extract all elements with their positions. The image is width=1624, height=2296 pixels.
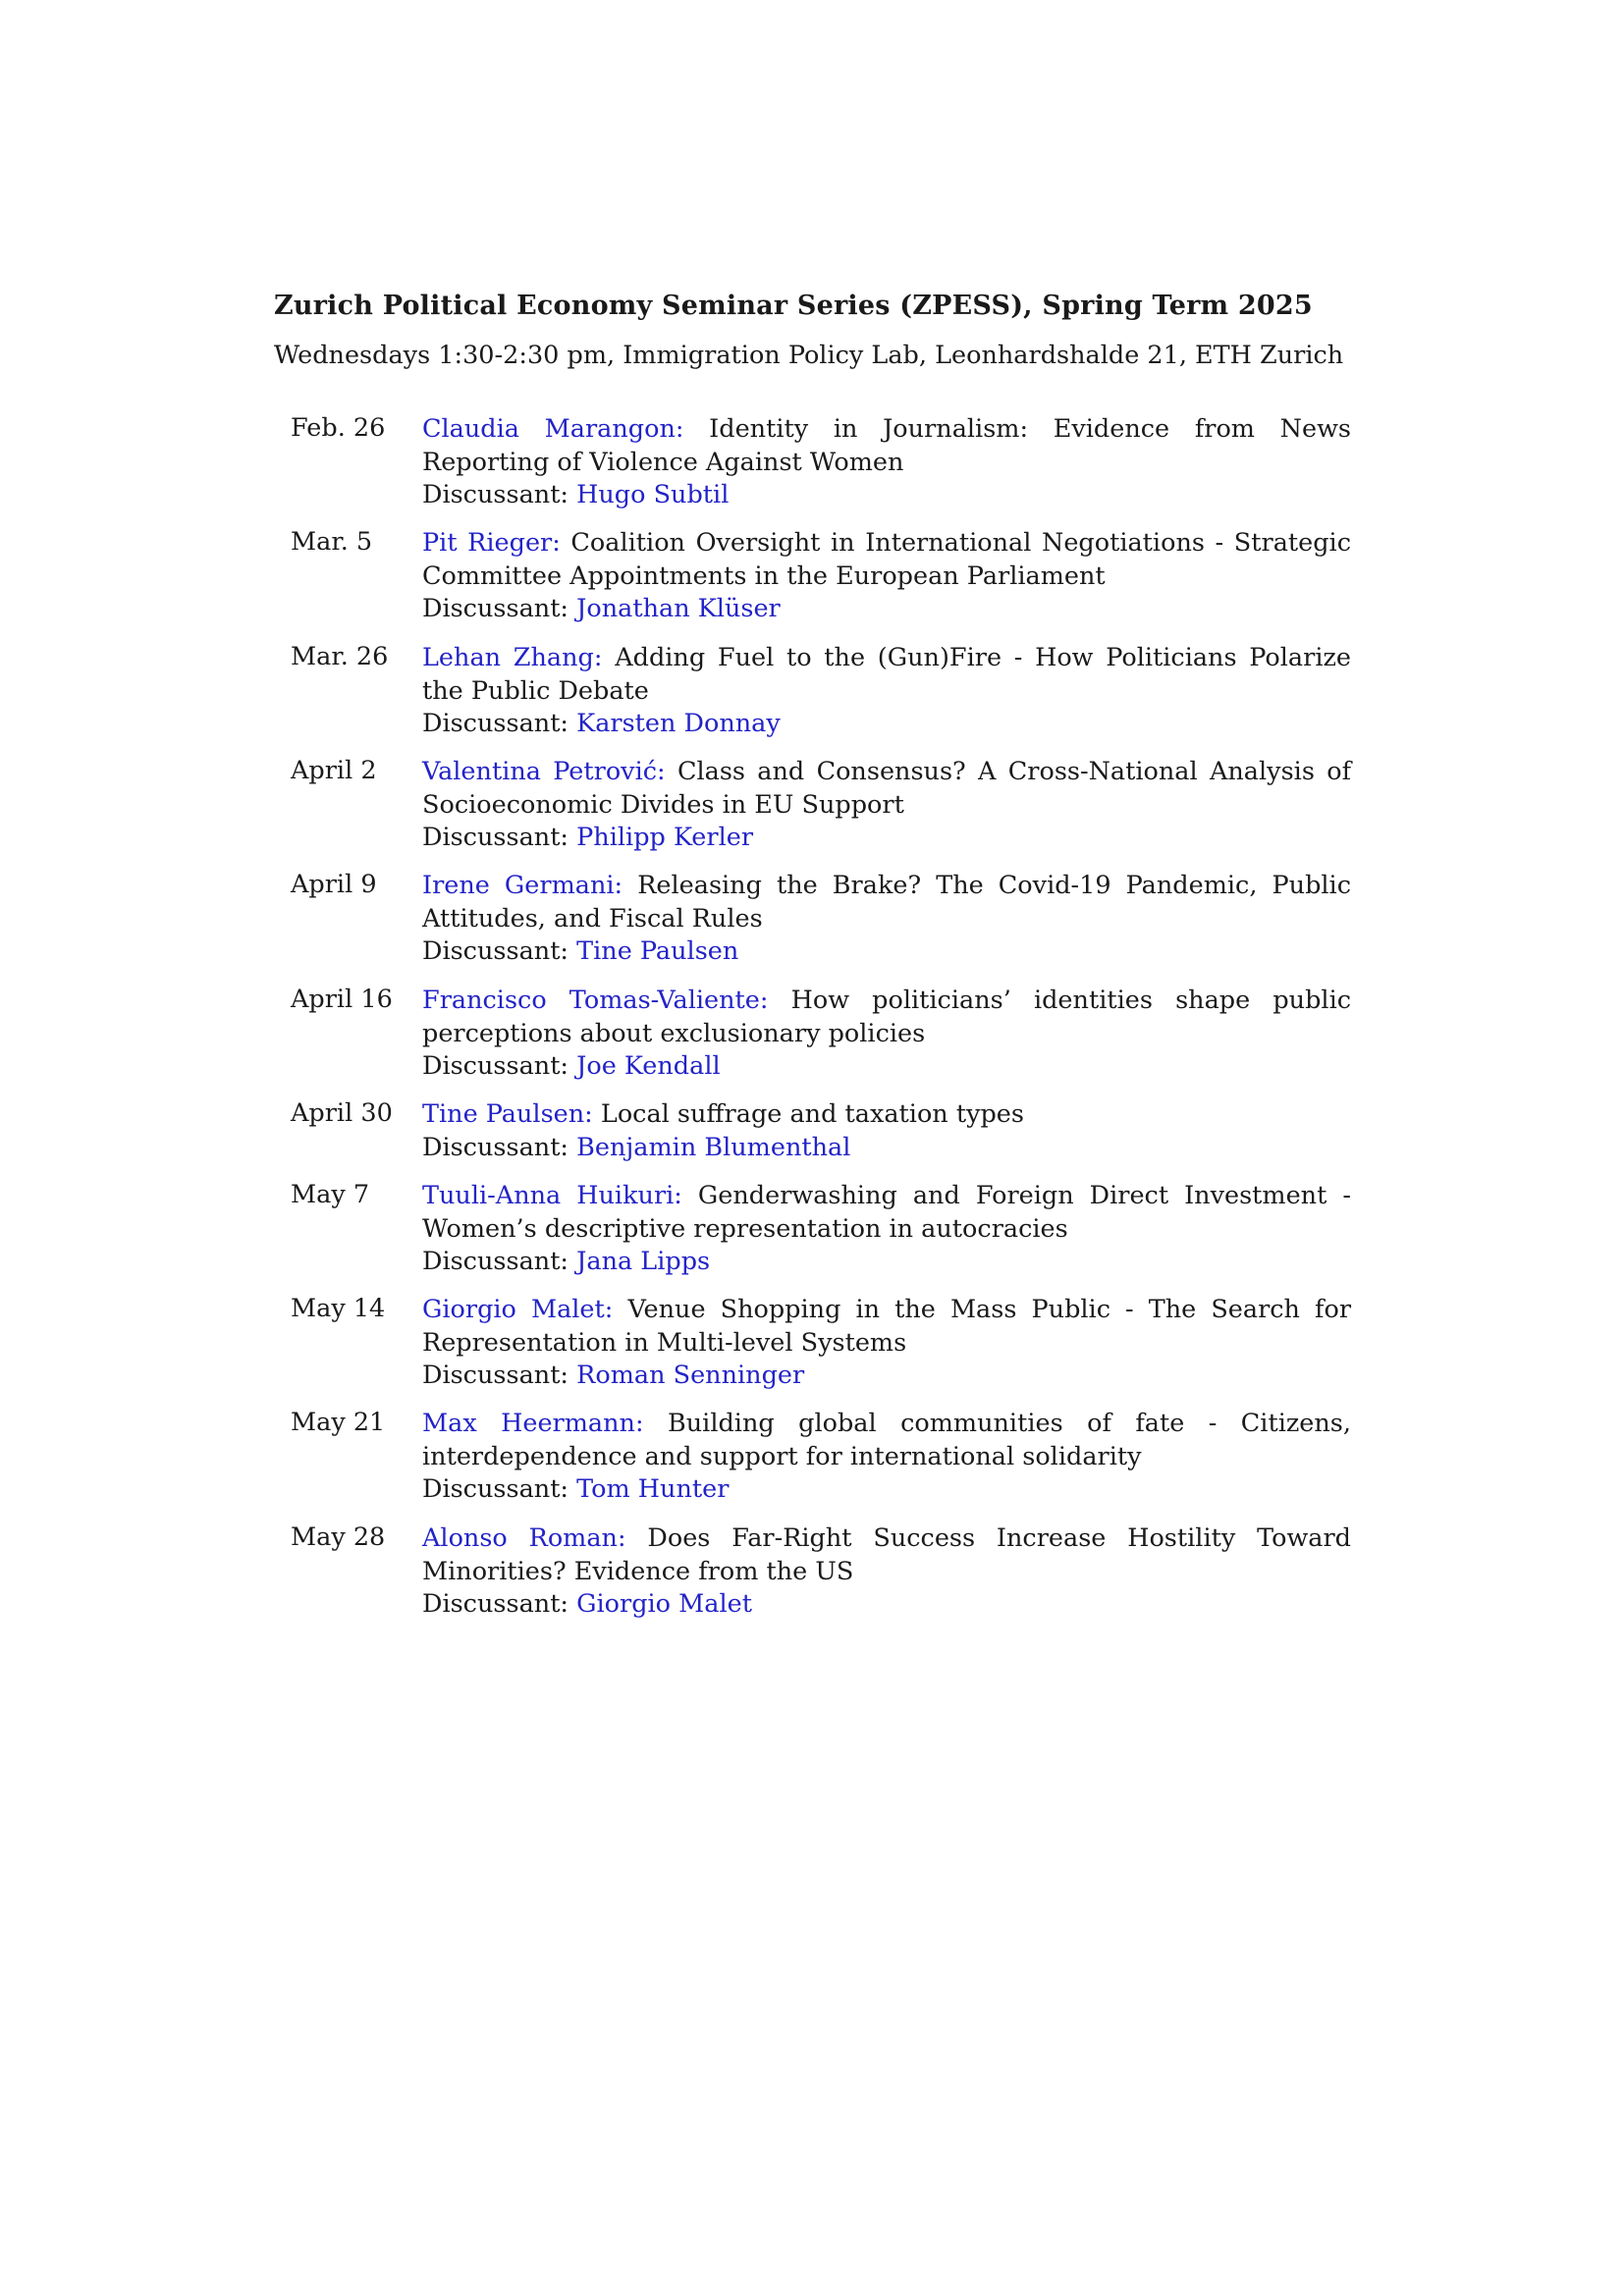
- talk-title: Does Far-Right Success Increase Hostility Toward Minorities? Evidence from the US: [422, 1523, 1352, 1586]
- talk-title: Genderwashing and Foreign Direct Investment - Women’s descriptive representation in autocracies: [422, 1181, 1351, 1244]
- discussant-line: [422, 708, 1351, 741]
- discussant-line: [422, 1246, 1351, 1279]
- discussant-label: Discussant:: [422, 1132, 569, 1162]
- presenter-link[interactable]: Pit Rieger:: [422, 528, 561, 558]
- entry-body: [422, 413, 1351, 512]
- talk-title: Coalition Oversight in International Negotiations - Strategic Committee Appointments in the European Parliament: [422, 528, 1351, 591]
- entry-date: May 21: [291, 1408, 386, 1437]
- page-subtitle: Wednesdays 1:30-2:30 pm, Immigration Policy Lab, Leonhardshalde 21, ETH Zurich: [274, 341, 1344, 370]
- talk-title: Adding Fuel to the (Gun)Fire - How Politicians Polarize the Public Debate: [422, 643, 1351, 706]
- entry-date: April 2: [291, 756, 377, 785]
- talk-title: Local suffrage and taxation types: [600, 1099, 1024, 1129]
- discussant-link[interactable]: Giorgio Malet: [576, 1589, 752, 1619]
- discussant-link[interactable]: Karsten Donnay: [576, 709, 781, 738]
- entry-date: May 14: [291, 1294, 386, 1323]
- discussant-link[interactable]: Philipp Kerler: [576, 823, 754, 852]
- entry-body: [422, 1522, 1351, 1622]
- talk-title: Identity in Journalism: Evidence from News Reporting of Violence Against Women: [422, 414, 1351, 477]
- presenter-link[interactable]: Tuuli-Anna Huikuri:: [422, 1181, 682, 1210]
- discussant-link[interactable]: Jana Lipps: [576, 1247, 711, 1276]
- discussant-line: [422, 593, 1351, 626]
- discussant-line: [422, 1132, 1351, 1165]
- presenter-link[interactable]: Max Heermann:: [422, 1409, 644, 1438]
- presenter-link[interactable]: Alonso Roman:: [422, 1523, 626, 1553]
- discussant-label: Discussant:: [422, 1361, 569, 1390]
- discussant-label: Discussant:: [422, 594, 569, 623]
- discussant-link[interactable]: Benjamin Blumenthal: [576, 1132, 851, 1162]
- discussant-line: [422, 1050, 1351, 1084]
- entry-body: [422, 1408, 1351, 1507]
- entry-body: [422, 870, 1351, 969]
- discussant-label: Discussant:: [422, 1474, 569, 1504]
- discussant-label: Discussant:: [422, 709, 569, 738]
- discussant-link[interactable]: Tom Hunter: [576, 1474, 730, 1504]
- discussant-link[interactable]: Tine Paulsen: [576, 936, 739, 966]
- talk-title: Class and Consensus? A Cross-National Analysis of Socioeconomic Divides in EU Support: [422, 757, 1352, 820]
- discussant-label: Discussant:: [422, 1589, 569, 1619]
- page-title: Zurich Political Economy Seminar Series (ZPESS), Spring Term 2025: [274, 291, 1313, 321]
- entry-body: [422, 1180, 1351, 1279]
- entry-date: April 16: [291, 985, 393, 1014]
- entry-body: [422, 1294, 1351, 1393]
- discussant-line: [422, 1473, 1351, 1507]
- presenter-link[interactable]: Claudia Marangon:: [422, 414, 684, 444]
- discussant-label: Discussant:: [422, 1051, 569, 1081]
- entry-date: May 7: [291, 1180, 370, 1209]
- talk-title: Releasing the Brake? The Covid-19 Pandemic, Public Attitudes, and Fiscal Rules: [422, 871, 1351, 934]
- entry-body: [422, 985, 1351, 1084]
- discussant-link[interactable]: Joe Kendall: [576, 1051, 721, 1081]
- presenter-link[interactable]: Valentina Petrović:: [422, 757, 666, 786]
- entry-date: Mar. 5: [291, 527, 373, 557]
- presenter-link[interactable]: Francisco Tomas-Valiente:: [422, 986, 769, 1015]
- entry-date: April 30: [291, 1098, 393, 1128]
- entry-date: Feb. 26: [291, 413, 386, 443]
- talk-title: Building global communities of fate - Citizens, interdependence and support for international solidarity: [422, 1409, 1351, 1471]
- presenter-link[interactable]: Lehan Zhang:: [422, 643, 603, 672]
- entry-date: May 28: [291, 1522, 386, 1552]
- discussant-link[interactable]: Roman Senninger: [576, 1361, 805, 1390]
- presenter-link[interactable]: Giorgio Malet:: [422, 1295, 614, 1324]
- presenter-link[interactable]: Irene Germani:: [422, 871, 623, 900]
- entry-body: [422, 756, 1351, 855]
- discussant-line: [422, 822, 1351, 855]
- presenter-link[interactable]: Tine Paulsen:: [422, 1099, 593, 1129]
- entry-body: [422, 642, 1351, 741]
- discussant-label: Discussant:: [422, 480, 569, 509]
- discussant-link[interactable]: Jonathan Klüser: [576, 594, 781, 623]
- discussant-label: Discussant:: [422, 936, 569, 966]
- discussant-link[interactable]: Hugo Subtil: [576, 480, 730, 509]
- entry-body: [422, 1098, 1351, 1164]
- discussant-label: Discussant:: [422, 1247, 569, 1276]
- discussant-label: Discussant:: [422, 823, 569, 852]
- entry-date: Mar. 26: [291, 642, 389, 671]
- discussant-line: [422, 1360, 1351, 1393]
- discussant-line: [422, 479, 1351, 512]
- discussant-line: [422, 1588, 1351, 1622]
- entry-body: [422, 527, 1351, 626]
- entry-date: April 9: [291, 870, 377, 899]
- talk-title: How politicians’ identities shape public perceptions about exclusionary policies: [422, 986, 1352, 1048]
- discussant-line: [422, 935, 1351, 969]
- talk-title: Venue Shopping in the Mass Public - The Search for Representation in Multi-level Systems: [422, 1295, 1352, 1358]
